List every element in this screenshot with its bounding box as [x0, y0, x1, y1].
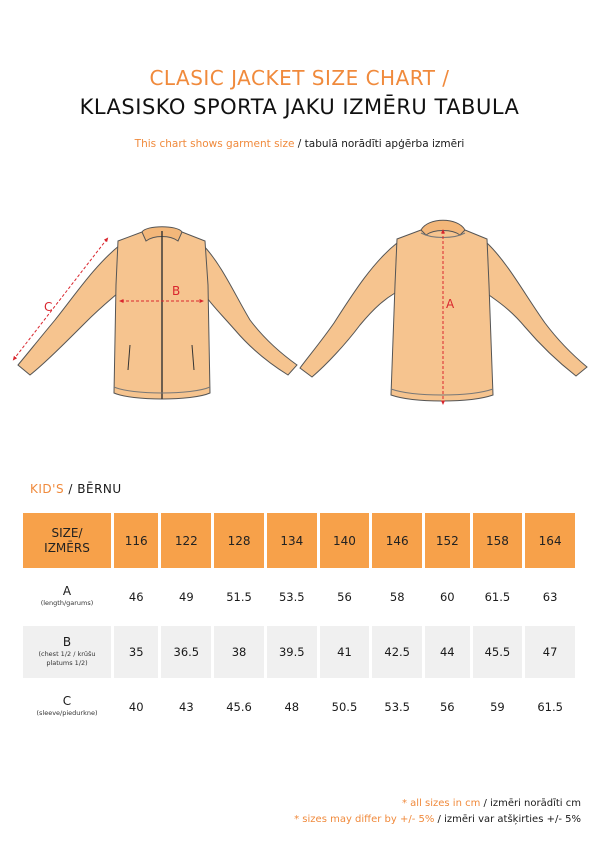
table-cell: 61.5 [537, 700, 563, 714]
front-left-sleeve [18, 245, 120, 375]
footnote-tolerance [294, 814, 581, 825]
size-header: 164 [525, 513, 575, 568]
section-label [30, 482, 122, 496]
table-cell: 47 [525, 626, 575, 678]
row-description: platums 1/2) [46, 658, 88, 667]
row-header-b [23, 626, 111, 678]
corner-line-2: IZMĒRS [44, 540, 90, 555]
table-cell: 36.5 [161, 626, 211, 678]
table-cell: 49 [179, 590, 194, 604]
section-label-lv: / BĒRNU [64, 482, 122, 496]
table-cell: 41 [320, 626, 370, 678]
label-a: A [446, 297, 455, 311]
table-cell: 59 [490, 700, 505, 714]
table-cell: 48 [284, 700, 300, 714]
table-cell: 45.6 [226, 700, 252, 714]
footnote-units-en: * all sizes in cm [401, 798, 481, 809]
table-cell: 39.5 [267, 626, 317, 678]
row-header-a [23, 571, 111, 623]
title-line-1: CLASIC JACKET SIZE CHART / [149, 66, 450, 90]
table-cell: 58 [389, 590, 405, 604]
table-cell: 40 [128, 700, 144, 714]
size-header: 152 [425, 513, 469, 568]
table-cell: 56 [337, 590, 352, 604]
size-header: 128 [214, 513, 264, 568]
table-cell: 35 [114, 626, 158, 678]
subtitle [0, 138, 599, 150]
table-cell: 53.5 [278, 590, 305, 604]
table-cell: 43 [179, 700, 194, 714]
table-cell: 45.5 [473, 626, 523, 678]
jacket-illustration [0, 205, 599, 420]
table-cell: 38 [214, 626, 264, 678]
jacket-front-view [18, 227, 297, 399]
corner-line-1: SIZE/ [51, 525, 83, 540]
row-description: (chest 1/2 / krūšu [38, 649, 96, 658]
row-description: (sleeve/piedurkne) [36, 709, 98, 717]
back-left-sleeve [300, 243, 397, 377]
row-description: (length/garums) [40, 599, 94, 607]
size-header: 116 [114, 513, 158, 568]
table-cell: 51.5 [226, 590, 252, 604]
row-label: B [62, 634, 72, 649]
table-cell: 60 [439, 590, 455, 604]
table-cell: 44 [425, 626, 469, 678]
back-body [391, 227, 493, 401]
table-row-b [23, 626, 575, 678]
table-cell: 53.5 [384, 700, 410, 714]
label-b: B [172, 284, 181, 298]
size-table [20, 510, 578, 736]
size-header: 158 [473, 513, 523, 568]
table-cell: 56 [439, 700, 455, 714]
table-cell: 63 [542, 590, 558, 604]
table-row-a [23, 571, 575, 623]
front-right-sleeve [203, 245, 297, 375]
table-cell: 61.5 [484, 590, 511, 604]
label-c: C [44, 300, 53, 314]
size-header-row [23, 513, 575, 568]
subtitle-lv: / tabulā norādīti apģērba izmēri [294, 138, 465, 150]
footnote-units [402, 798, 581, 809]
table-cell: 42.5 [372, 626, 422, 678]
size-header: 122 [161, 513, 211, 568]
footnote-units-lv: / izmēri norādīti cm [480, 798, 581, 809]
title-line-2: KLASISKO SPORTA JAKU IZMĒRU TABULA [79, 95, 520, 119]
back-right-sleeve [487, 243, 587, 376]
table-cell: 46 [128, 590, 144, 604]
row-label: C [62, 694, 72, 708]
size-header: 134 [267, 513, 317, 568]
subtitle-en: This chart shows garment size [134, 138, 295, 150]
table-cell: 50.5 [331, 700, 358, 714]
section-label-en: KID'S [30, 482, 65, 496]
size-header-corner [23, 513, 111, 568]
footnote-tolerance-lv: / izmēri var atšķirties +/- 5% [434, 814, 581, 825]
size-header: 146 [372, 513, 422, 568]
size-header: 140 [320, 513, 370, 568]
row-header-c [23, 681, 111, 733]
table-row-c [23, 681, 575, 733]
row-label: A [62, 584, 72, 598]
footnote-tolerance-en: * sizes may differ by +/- 5% [294, 814, 435, 825]
